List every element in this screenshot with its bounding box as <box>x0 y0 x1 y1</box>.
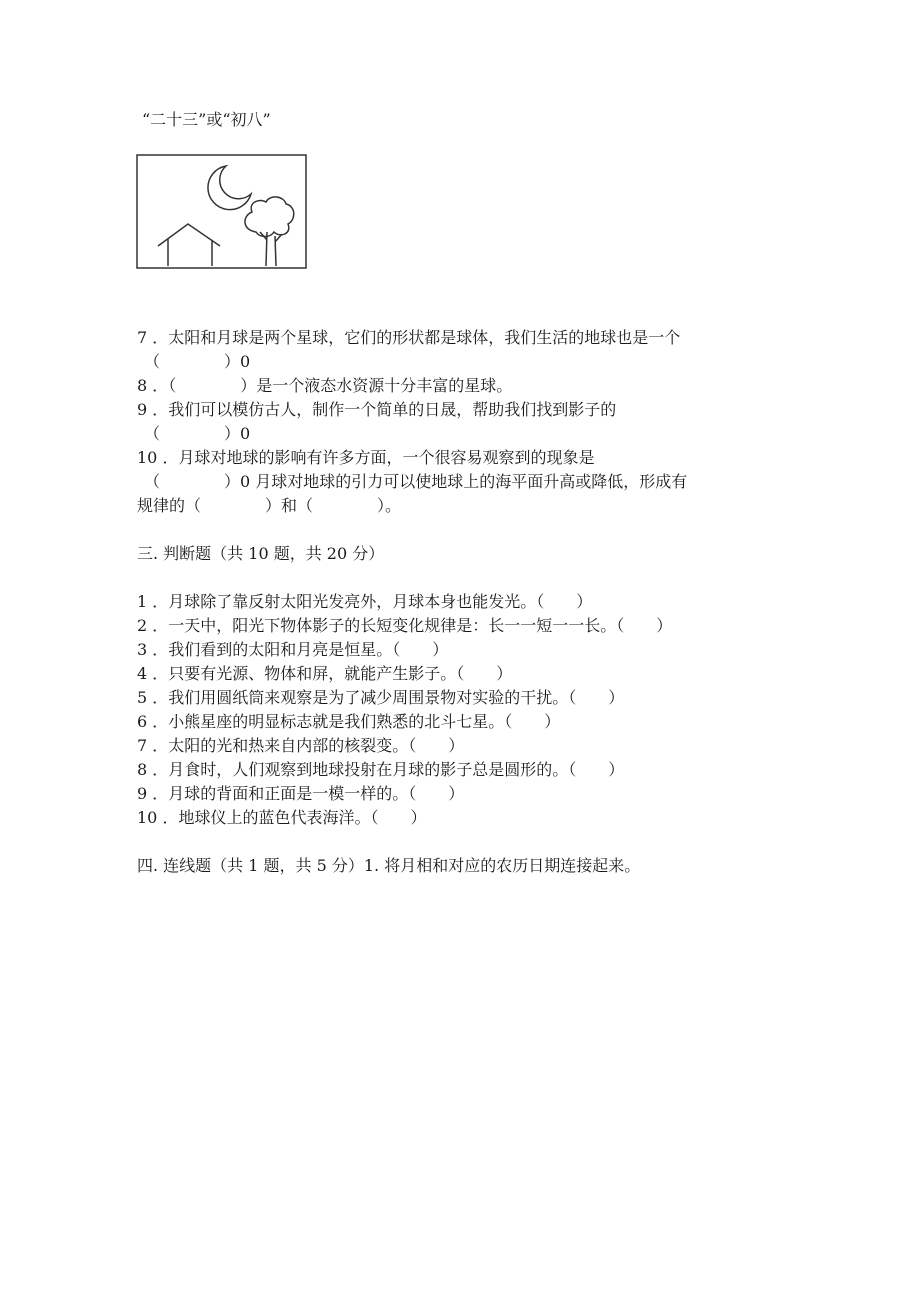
answer-text: “二十三”或“初八” <box>142 110 271 129</box>
judgment-item-4: 4 ．只要有光源、物体和屏，就能产生影子。（ ） <box>137 664 513 683</box>
question-10-line-1: 10 ．月球对地球的影响有许多方面，一个很容易观察到的现象是 <box>137 448 595 467</box>
question-9-line-1: 9 ．我们可以模仿古人，制作一个简单的日晟，帮助我们找到影子的 <box>137 400 617 419</box>
section-4-heading: 四. 连线题（共 1 题，共 5 分）1. 将月相和对应的农历日期连接起来。 <box>137 856 641 875</box>
judgment-item-10: 10 ．地球仪上的蓝色代表海洋。（ ） <box>137 808 427 827</box>
judgment-item-2: 2 ．一天中，阳光下物体影子的长短变化规律是：长一一短一一长。（ ） <box>137 616 673 635</box>
question-8: 8 ．（ ）是一个液态水资源十分丰富的星球。 <box>137 376 513 395</box>
judgment-item-7: 7 ．太阳的光和热来自内部的核裂变。（ ） <box>137 736 465 755</box>
moon-house-tree-figure <box>136 154 308 270</box>
question-7-line-1: 7 ．太阳和月球是两个星球，它们的形状都是球体，我们生活的地球也是一个 <box>137 328 681 347</box>
judgment-item-9: 9 ．月球的背面和正面是一模一样的。（ ） <box>137 784 465 803</box>
judgment-item-8: 8 ．月食时，人们观察到地球投射在月球的影子总是圆形的。（ ） <box>137 760 625 779</box>
question-10-line-2: （ ）0 月球对地球的引力可以使地球上的海平面升高或降低，形成有 <box>144 472 688 491</box>
question-10-line-3: 规律的（ ）和（ ）。 <box>137 496 402 515</box>
judgment-item-3: 3 ．我们看到的太阳和月亮是恒星。（ ） <box>137 640 449 659</box>
judgment-item-5: 5 ．我们用圆纸筒来观察是为了减少周围景物对实验的干扰。（ ） <box>137 688 625 707</box>
question-9-line-2: （ ）0 <box>144 424 251 443</box>
judgment-item-6: 6 ．小熊星座的明显标志就是我们熟悉的北斗七星。（ ） <box>137 712 561 731</box>
judgment-item-1: 1 ．月球除了靠反射太阳光发亮外，月球本身也能发光。（ ） <box>137 592 593 611</box>
question-7-line-2: （ ）0 <box>144 352 251 371</box>
section-3-heading: 三. 判断题（共 10 题，共 20 分） <box>137 544 385 563</box>
